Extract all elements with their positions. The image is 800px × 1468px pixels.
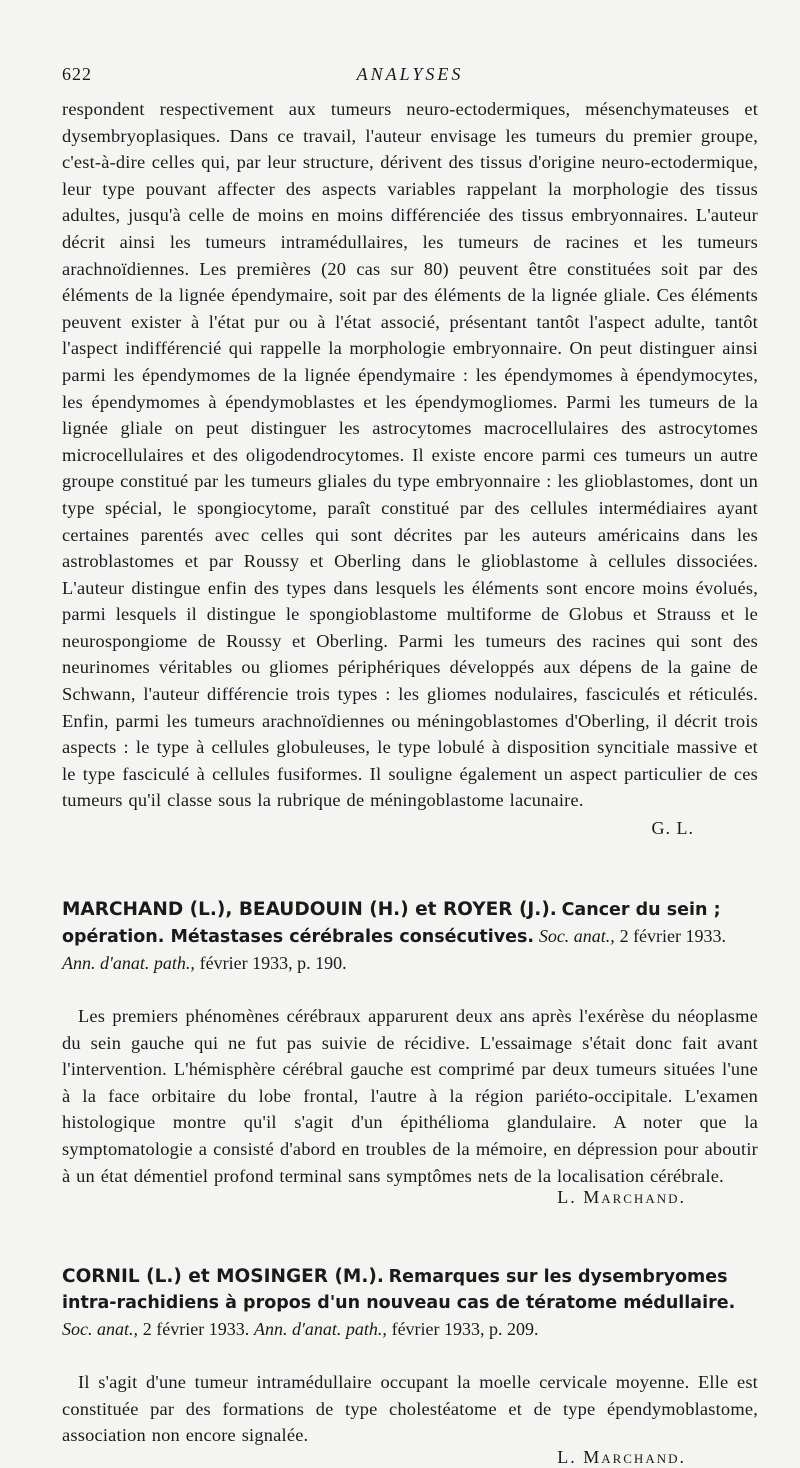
review-body: respondent respectivement aux tumeurs neuro-ectodermiques, mésenchymateuses et dysembryoplasiques. Dans ce travail, l'auteur envisage les tumeurs du premier groupe, c'est-à-dire celles qui, par leur structure, dérivent des tissus d'origine neuro-ectodermique, leur type pouvant affecter des aspects variables rappelant la morphologie des tissus adultes, jusqu'à celle de moins en moins différenciée des tissus embryonnaires. L'auteur décrit ainsi les tumeurs intramédullaires, les tumeurs de racines et les tumeurs arachnoïdiennes. Les premières (20 cas sur 80) peuvent être constituées soit par des éléments de la lignée épendymaire, soit par des éléments de la lignée gliale. Ces éléments peuvent exister à l'état pur ou à l'état associé, présentant tantôt l'aspect adulte, tantôt l'aspect indifférencié qui rappelle la morphologie embryonnaire. On peut distinguer ainsi parmi les épendymomes de la lignée épendymaire : les épendymomes à épendymocytes, les épendymomes à épendymoblastes et les épendymogliomes. Parmi les tumeurs de la lignée gliale on peut distinguer les astrocytomes macrocellulaires des astrocytomes microcellulaires et des oligodendrocytomes. Il existe encore parmi ces tumeurs un autre groupe constitué par les tumeurs gliales du type embryonnaire : les glioblastomes, dont un type spécial, le spongiocytome, paraît constitué par des cellules intermédiaires ayant certaines parentés avec celles qui sont décrites par les auteurs américains dans les astroblastomes et par Roussy et Oberling dans le glioblastome à cellules dissociées. L'auteur distingue enfin des types dans lesquels les éléments sont encore moins évolués, parmi lesquels il distingue le spongioblastome multiforme de Globus et Strauss et le neurospongiome de Roussy et Oberling. Parmi les tumeurs des racines qui sont des neurinomes véritables ou gliomes périphériques développés aux dépens de la gaine de Schwann, l'auteur différencie trois types : les gliomes nodulaires, fasciculés et réticulés. Enfin, parmi les tumeurs arachnoïdiennes ou méningoblastomes d'Oberling, il décrit trois aspects : le type à cellules globuleuses, le type lobulé à disposition syncitiale massive et le type fasciculé à cellules fusiformes. Il souligne également un aspect particulier de ces tumeurs qu'il classe sous la rubrique de méningoblastome lacunaire. [62, 99, 758, 811]
running-title: ANALYSES [356, 64, 464, 84]
citation-journal: Ann. d'anat. path., [62, 953, 195, 974]
review-authors: MARCHAND (L.), BEAUDOUIN (H.) et ROYER (J.). [62, 899, 557, 921]
citation-date: 2 février 1933. [619, 926, 727, 947]
citation-pages: février 1933, p. 190. [199, 953, 347, 974]
review-signature: G. L. [651, 818, 694, 839]
citation-society: Soc. anat., [538, 926, 615, 947]
citation-date: 2 février 1933. [142, 1319, 250, 1340]
review-title: Remarques sur les dysembryomes intra-rachidiens à propos d'un nouveau cas de tératome médullaire. [62, 1267, 736, 1314]
review-continuation [62, 96, 758, 839]
review-body: Les premiers phénomènes cérébraux apparurent deux ans après l'exérèse du néoplasme du sein gauche qui ne fut pas suivie de récidive. L'essaimage s'était donc fait avant l'intervention. L'hémisphère cérébral gauche est comprimé par deux tumeurs situées l'une à la face orbitaire du lobe frontal, l'autre à la région pariéto-occipitale. L'examen histologique montre qu'il s'agit d'un épithélioma glandulaire. A noter que la symptomatologie a consisté d'abord en troubles de la mémoire, en dépression pour aboutir à un état démentiel profond terminal sans symptômes nets de la localisation cérébrale. [62, 1006, 758, 1186]
review-signature: L. Marchand. [557, 1187, 686, 1208]
review-heading [62, 1264, 758, 1343]
review-entry-cornil [62, 1264, 758, 1468]
running-head [62, 56, 758, 96]
review-title: Cancer du sein ; opération. Métastases cérébrales consécutives. [62, 900, 721, 948]
citation-journal: Ann. d'anat. path., [253, 1319, 387, 1340]
review-authors: CORNIL (L.) et MOSINGER (M.). [62, 1266, 384, 1288]
review-entry-marchand [62, 897, 758, 1208]
page-number: 622 [62, 64, 92, 84]
citation-pages: février 1933, p. 209. [391, 1319, 539, 1340]
review-signature: L. Marchand. [557, 1446, 686, 1467]
review-heading [62, 897, 758, 977]
review-body: Il s'agit d'une tumeur intramédullaire occupant la moelle cervicale moyenne. Elle est constituée par des formations de type cholestéatome et de type épendymoblastome, association non encore signalée. [62, 1372, 758, 1446]
citation-society: Soc. anat., [62, 1319, 138, 1340]
